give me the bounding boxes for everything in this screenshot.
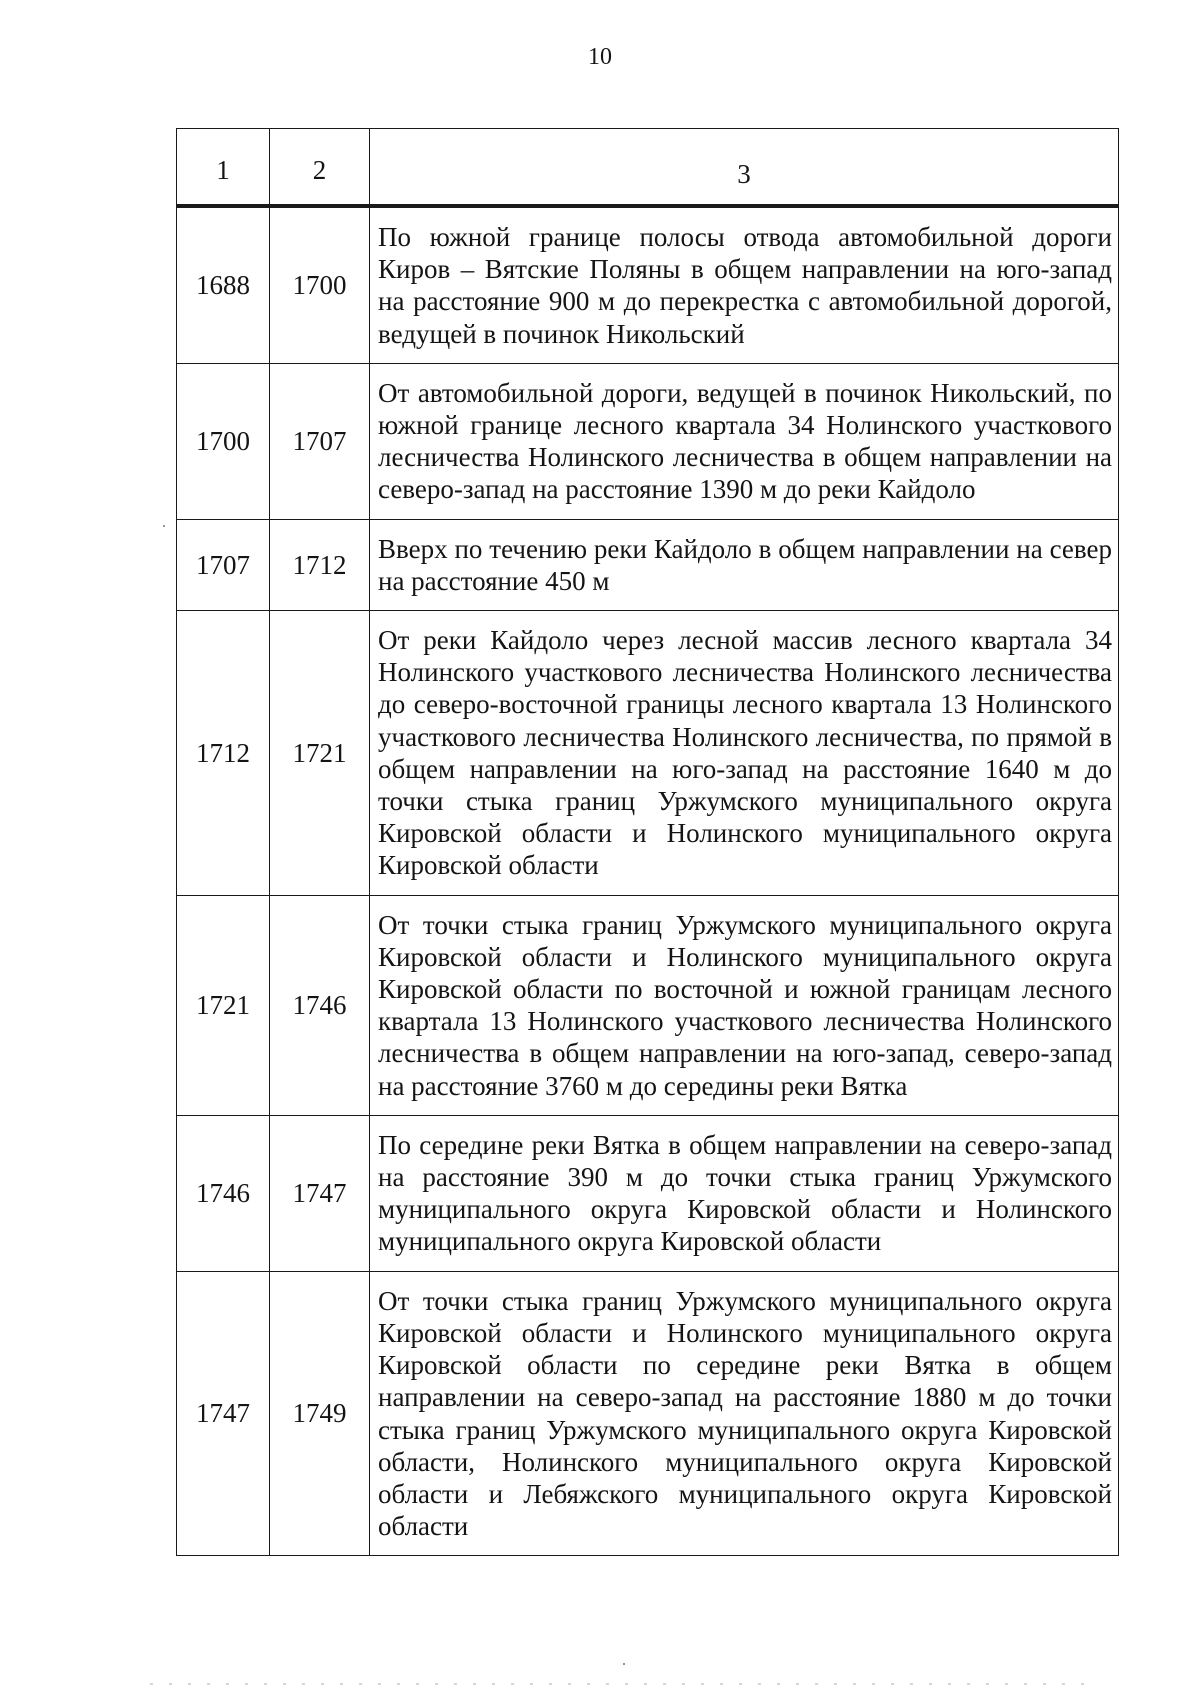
table-row bbox=[177, 1271, 1119, 1556]
point-to-cell: 1707 bbox=[270, 363, 370, 519]
point-from-cell: 1721 bbox=[177, 895, 270, 1115]
table-header-row bbox=[177, 129, 1119, 205]
table-row bbox=[177, 895, 1119, 1115]
header-cell-point-to: 2 bbox=[270, 129, 370, 205]
header-cell-point-from: 1 bbox=[177, 129, 270, 205]
point-from-cell: 1747 bbox=[177, 1271, 270, 1556]
boundary-description-cell: От точки стыка границ Уржумского муниципального округа Кировской области и Нолинского муниципального округа Кировской области по восточной и южной границам лесного квартала 13 Нолинского участкового лесничества Нолинского лесничества в общем направлении на юго-запад, северо-запад на расстояние 3760 м до середины реки Вятка bbox=[370, 895, 1119, 1115]
boundary-description-cell: Вверх по течению реки Кайдоло в общем направлении на север на расстояние 450 м bbox=[370, 519, 1119, 610]
boundary-description-cell: По южной границе полосы отвода автомобильной дороги Киров – Вятские Поляны в общем направлении на юго-запад на расстояние 900 м до перекрестка с автомобильной дорогой, ведущей в починок Никольский bbox=[370, 207, 1119, 364]
point-from-cell: 1712 bbox=[177, 611, 270, 896]
boundary-description-table bbox=[176, 128, 1119, 1556]
table-row bbox=[177, 363, 1119, 519]
boundary-description-cell: От точки стыка границ Уржумского муниципального округа Кировской области и Нолинского муниципального округа Кировской области по середине реки Вятка в общем направлении на северо-запад на расстояние 1880 м до точки стыка границ Уржумского муниципального округа Кировской области, Нолинского муниципального округа Кировской области и Лебяжского муниципального округа Кировской области bbox=[370, 1271, 1119, 1556]
point-from-cell: 1746 bbox=[177, 1115, 270, 1271]
scan-edge-noise bbox=[150, 1683, 1100, 1685]
table-row bbox=[177, 519, 1119, 610]
point-to-cell: 1700 bbox=[270, 207, 370, 364]
point-to-cell: 1749 bbox=[270, 1271, 370, 1556]
point-to-cell: 1721 bbox=[270, 611, 370, 896]
point-to-cell: 1712 bbox=[270, 519, 370, 610]
boundary-description-cell: По середине реки Вятка в общем направлении на северо-запад на расстояние 390 м до точки стыка границ Уржумского муниципального округа Кировской области и Нолинского муниципального округа Кировской области bbox=[370, 1115, 1119, 1271]
boundary-description-cell: От реки Кайдоло через лесной массив лесного квартала 34 Нолинского участкового лесничества Нолинского лесничества до северо-восточной границы лесного квартала 13 Нолинского участкового лесничества Нолинского лесничества, по прямой в общем направлении на юго-запад на расстояние 1640 м до точки стыка границ Уржумского муниципального округа Кировской области и Нолинского муниципального округа Кировской области bbox=[370, 611, 1119, 896]
table-row bbox=[177, 1115, 1119, 1271]
boundary-description-cell: От автомобильной дороги, ведущей в починок Никольский, по южной границе лесного квартала 34 Нолинского участкового лесничества Нолинского лесничества в общем направлении на северо-запад на расстояние 1390 м до реки Кайдоло bbox=[370, 363, 1119, 519]
table-row bbox=[177, 611, 1119, 896]
table-row bbox=[177, 207, 1119, 364]
header-cell-description: 3 bbox=[370, 129, 1119, 205]
point-from-cell: 1700 bbox=[177, 363, 270, 519]
scan-speck bbox=[163, 525, 165, 527]
point-to-cell: 1747 bbox=[270, 1115, 370, 1271]
point-from-cell: 1707 bbox=[177, 519, 270, 610]
point-to-cell: 1746 bbox=[270, 895, 370, 1115]
point-from-cell: 1688 bbox=[177, 207, 270, 364]
scan-speck bbox=[623, 1663, 625, 1665]
page-number: 10 bbox=[588, 44, 612, 70]
boundary-table-container bbox=[176, 128, 1118, 1556]
